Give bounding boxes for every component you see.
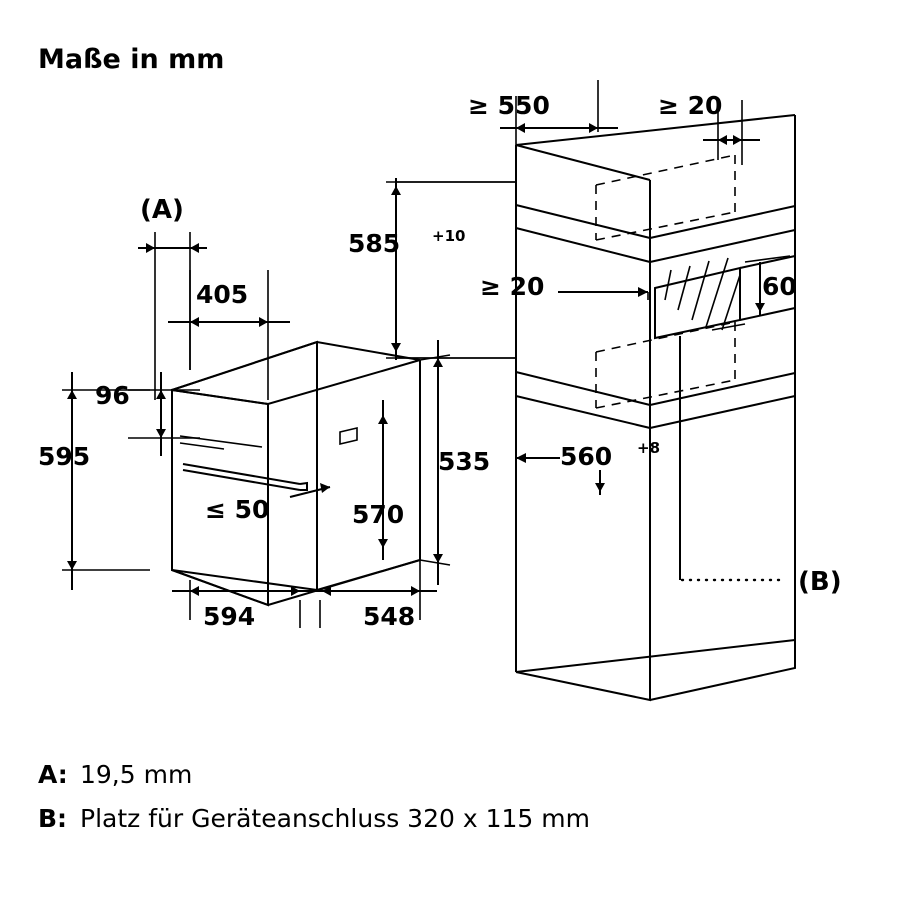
dim-min-20-mid xyxy=(558,287,648,300)
dim-label-548: 548 xyxy=(363,602,416,631)
dim-label-570: 570 xyxy=(352,500,405,529)
dim-585 xyxy=(391,178,516,360)
dim-595 xyxy=(67,372,77,590)
dim-label-min-550: ≥ 550 xyxy=(468,91,550,120)
dim-label-min-20-top: ≥ 20 xyxy=(658,91,723,120)
dim-label-405: 405 xyxy=(196,280,249,309)
dim-label-585: 585 xyxy=(348,229,401,258)
dim-label-585-sup: +10 xyxy=(432,227,466,245)
diagram-title: Maße in mm xyxy=(38,44,225,75)
dim-405 xyxy=(168,317,290,327)
footnote-a-text: 19,5 mm xyxy=(80,760,193,789)
footnote-b-key: B: xyxy=(38,804,68,833)
dim-label-max-50: ≤ 50 xyxy=(205,495,270,524)
label-a-callout: (A) xyxy=(140,195,184,225)
dim-label-60: 60 xyxy=(762,272,797,301)
dim-570 xyxy=(378,400,388,560)
dim-label-594: 594 xyxy=(203,602,256,631)
dim-min-550 xyxy=(500,123,618,133)
dim-label-560-sup: +8 xyxy=(637,439,661,457)
cabinet-niche-drawing xyxy=(516,115,795,700)
dim-label-min-20-mid: ≥ 20 xyxy=(480,272,545,301)
dim-label-595: 595 xyxy=(38,442,91,471)
dim-label-535: 535 xyxy=(438,447,491,476)
dim-a-arrow xyxy=(138,243,207,253)
label-b-callout: (B) xyxy=(798,567,842,597)
dim-label-560: 560 xyxy=(560,442,613,471)
dim-min-20-top xyxy=(703,135,760,145)
footnote-b-text: Platz für Geräteanschluss 320 x 115 mm xyxy=(80,804,590,833)
footnote-a-key: A: xyxy=(38,760,68,789)
dim-96 xyxy=(156,372,166,456)
dim-label-96: 96 xyxy=(95,381,130,410)
